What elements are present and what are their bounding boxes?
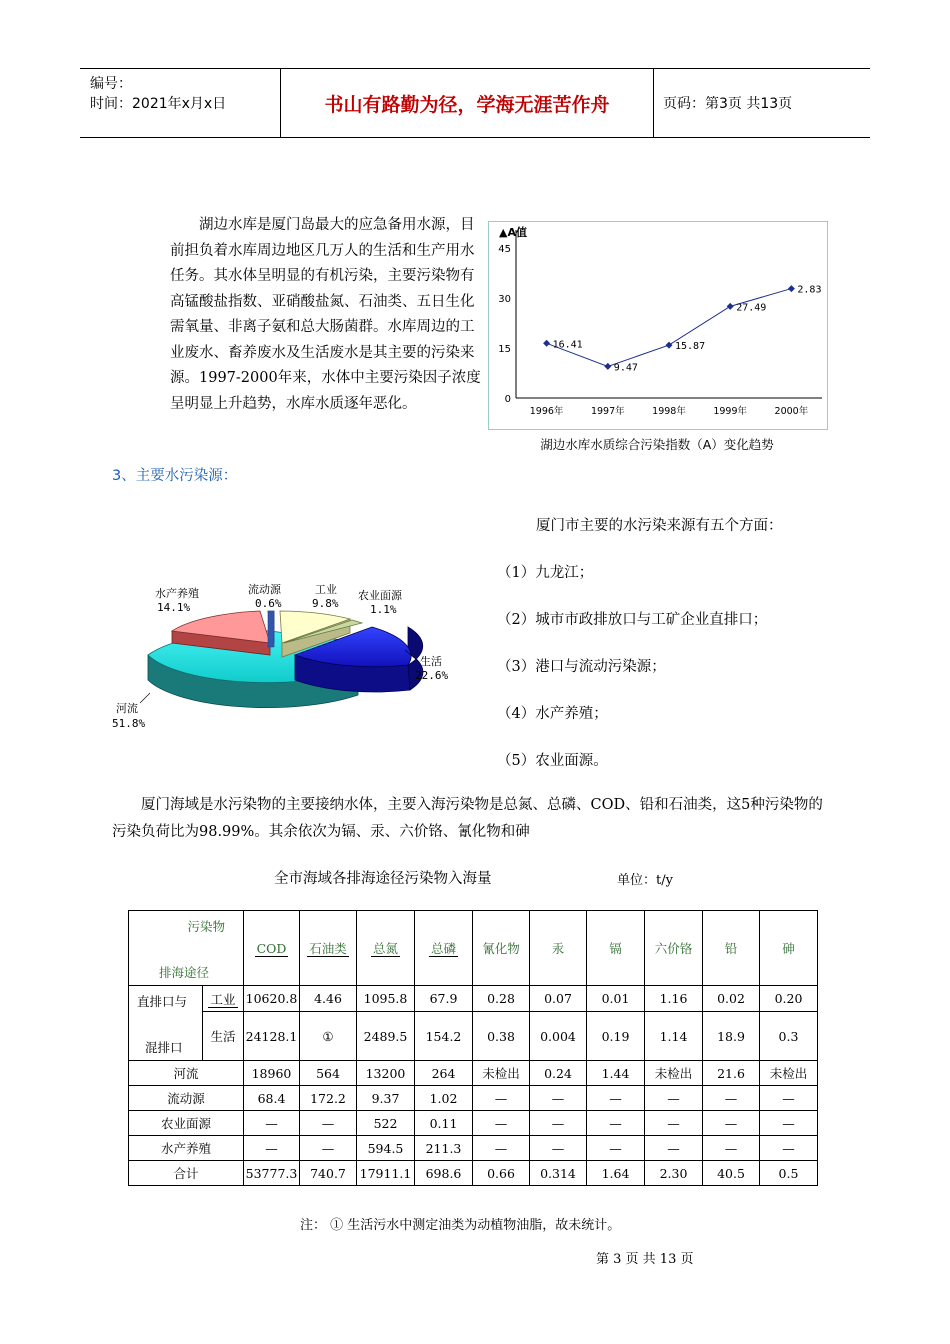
- corner-bottom: 排海途径: [159, 965, 210, 980]
- table-row: [129, 1111, 818, 1136]
- source-item-4: （4）水产养殖；: [497, 706, 608, 722]
- table-cell: 21.6: [703, 1061, 760, 1086]
- table-cell: —: [645, 1111, 703, 1136]
- x-tick-label: 2000年: [774, 406, 809, 417]
- table-cell: 1.02: [415, 1086, 473, 1111]
- line-chart-ylabel: ▲A值: [499, 226, 527, 239]
- col-header: [357, 911, 415, 986]
- table-cell: 9.37: [357, 1086, 415, 1111]
- table-cell: —: [530, 1111, 587, 1136]
- table-title: 全市海域各排海途径污染物入海量: [274, 871, 492, 887]
- section-title: 3、主要水污染源：: [112, 468, 238, 484]
- table-cell: —: [587, 1086, 645, 1111]
- line-chart: [488, 221, 828, 430]
- table-cell: —: [530, 1086, 587, 1111]
- table-cell: —: [244, 1136, 300, 1161]
- y-ticks: [498, 244, 511, 405]
- data-label: 16.41: [552, 339, 583, 351]
- x-tick-label: 1998年: [652, 406, 686, 417]
- time-label: 时间：2021年x月x日: [90, 96, 227, 112]
- table-cell: 18.9: [703, 1012, 760, 1061]
- number-label: 编号：: [90, 76, 132, 92]
- group-bottom: 混排口: [145, 1040, 183, 1055]
- table-cell: —: [760, 1111, 818, 1136]
- table-cell: 4.46: [300, 986, 357, 1012]
- table-cell: 未检出: [645, 1061, 703, 1086]
- row-label: 农业面源: [129, 1111, 244, 1136]
- table-cell: —: [300, 1111, 357, 1136]
- x-ticks: [530, 405, 809, 417]
- table-cell: 0.07: [530, 986, 587, 1012]
- sources-intro: 厦门市主要的水污染来源有五个方面：: [536, 518, 783, 534]
- col-header: 汞: [530, 911, 587, 986]
- table-cell: 522: [357, 1111, 415, 1136]
- table-cell: —: [703, 1086, 760, 1111]
- corner-top: 污染物: [187, 919, 225, 934]
- table-cell: 1.14: [645, 1012, 703, 1061]
- table-unit: 单位：t/y: [617, 873, 673, 888]
- pie-pct-domestic: 22.6%: [415, 669, 449, 682]
- y-tick-label: 0: [504, 394, 511, 405]
- pie-label-river: 河流: [116, 702, 138, 715]
- table-cell: —: [760, 1086, 818, 1111]
- col-header: 镉: [587, 911, 645, 986]
- table-cell: 17911.1: [357, 1161, 415, 1186]
- table-cell: 0.28: [473, 986, 530, 1012]
- pie-chart: [100, 575, 480, 740]
- pie-label-industry: 工业: [315, 583, 337, 596]
- table-cell: 67.9: [415, 986, 473, 1012]
- table-cell: —: [473, 1136, 530, 1161]
- table-cell: 40.5: [703, 1161, 760, 1186]
- table-cell: 264: [415, 1061, 473, 1086]
- table-cell: 0.66: [473, 1161, 530, 1186]
- series-line: [547, 289, 792, 367]
- row-label: 水产养殖: [129, 1136, 244, 1161]
- table-row: [129, 1086, 818, 1111]
- table-cell: 2489.5: [357, 1012, 415, 1061]
- pie-pct-aquaculture: 14.1%: [157, 601, 191, 614]
- data-point: [543, 340, 550, 347]
- row-label: 生活: [203, 1012, 244, 1061]
- table-row: [129, 1136, 818, 1161]
- col-header-text: 总磷: [430, 941, 456, 956]
- col-header-text: COD: [256, 940, 287, 956]
- pie-label-domestic: 生活: [420, 655, 442, 668]
- x-tick-label: 1997年: [590, 406, 625, 417]
- table-cell: 564: [300, 1061, 357, 1086]
- col-header-text: 石油类: [309, 941, 347, 956]
- pie-label-agriculture: 农业面源: [358, 589, 402, 602]
- col-header-text: 总氮: [372, 941, 398, 956]
- table-cell: —: [300, 1136, 357, 1161]
- data-point: [666, 342, 673, 349]
- pie-label-aquaculture: 水产养殖: [155, 587, 199, 600]
- data-label: 9.47: [613, 362, 638, 374]
- y-tick-label: 30: [498, 294, 511, 305]
- pie-label-mobile: 流动源: [248, 583, 281, 596]
- x-tick-label: 1999年: [713, 406, 748, 417]
- data-point: [788, 285, 795, 292]
- table-cell: 0.5: [760, 1161, 818, 1186]
- row-label: 合计: [129, 1161, 244, 1186]
- table-row: [129, 1061, 818, 1086]
- table-cell: 0.004: [530, 1012, 587, 1061]
- table-cell: 0.314: [530, 1161, 587, 1186]
- table-cell: —: [587, 1111, 645, 1136]
- data-point: [604, 363, 611, 370]
- col-header: 氰化物: [473, 911, 530, 986]
- pie-pct-agriculture: 1.1%: [370, 603, 397, 616]
- table-cell: —: [645, 1086, 703, 1111]
- col-header: 铅: [703, 911, 760, 986]
- row-label: 河流: [129, 1061, 244, 1086]
- table-cell: —: [473, 1086, 530, 1111]
- data-point: [727, 303, 734, 310]
- table-cell: —: [530, 1136, 587, 1161]
- pie-pct-river: 51.8%: [112, 717, 146, 730]
- col-header: [244, 911, 300, 986]
- row-label: [203, 986, 244, 1012]
- pie-pct-industry: 9.8%: [312, 597, 339, 610]
- table-cell: 154.2: [415, 1012, 473, 1061]
- sea-paragraph-text: 厦门海域是水污染物的主要接纳水体，主要入海污染物是总氮、总磷、COD、铅和石油类，这5种污染物的污染负荷比为98.99%。其余依次为镉、汞、六价铬、氰化物和砷: [112, 797, 823, 840]
- col-header: 砷: [760, 911, 818, 986]
- row-label-text: 工业: [210, 991, 236, 1007]
- table-cell: 698.6: [415, 1161, 473, 1186]
- table-cell: 211.3: [415, 1136, 473, 1161]
- col-header: 六价铬: [645, 911, 703, 986]
- group-top: 直排口与: [137, 994, 188, 1009]
- table-cell: —: [703, 1111, 760, 1136]
- table-cell: —: [703, 1136, 760, 1161]
- header-meta: [80, 69, 281, 137]
- table-cell: 0.20: [760, 986, 818, 1012]
- table-row: [129, 1012, 818, 1061]
- col-header: [415, 911, 473, 986]
- group-cell: [129, 986, 203, 1061]
- table-cell: 0.02: [703, 986, 760, 1012]
- table-cell: 10620.8: [244, 986, 300, 1012]
- table-cell: —: [587, 1136, 645, 1161]
- table-cell: 0.01: [587, 986, 645, 1012]
- source-item-2: （2）城市市政排放口与工矿企业直排口；: [497, 612, 768, 628]
- table-cell: 未检出: [473, 1061, 530, 1086]
- table-cell: 0.19: [587, 1012, 645, 1061]
- col-header: [300, 911, 357, 986]
- data-label: 15.87: [675, 341, 706, 353]
- table-cell: 68.4: [244, 1086, 300, 1111]
- y-tick-label: 45: [498, 244, 511, 255]
- header-page-info: 页码：第3页 共13页: [663, 96, 793, 112]
- page-footer: 第 3 页 共 13 页: [596, 1252, 694, 1267]
- pie-pct-mobile: 0.6%: [255, 597, 282, 610]
- table-cell: 1.44: [587, 1061, 645, 1086]
- line-chart-svg: [489, 222, 827, 429]
- table-cell: 13200: [357, 1061, 415, 1086]
- y-tick-label: 15: [498, 344, 511, 355]
- intro-paragraph: 湖边水库是厦门岛最大的应急备用水源，目前担负着水库周边地区几万人的生活和生产用水任务。其水体呈明显的有机污染，主要污染物有高锰酸盐指数、亚硝酸盐氮、石油类、五日生化需氧量、非离子氨和总大肠菌群。水库周边的工业废水、畜养废水及生活废水是其主要的污染来源。1997-2000年来，水体中主要污染因子浓度呈明显上升趋势，水库水质逐年恶化。: [170, 217, 481, 412]
- table-cell: 740.7: [300, 1161, 357, 1186]
- data-label: 27.49: [736, 302, 767, 314]
- pollutant-table: [128, 910, 818, 1186]
- table-cell: 1.16: [645, 986, 703, 1012]
- x-tick-label: 1996年: [529, 406, 564, 417]
- table-cell: 0.3: [760, 1012, 818, 1061]
- table-cell: 53777.3: [244, 1161, 300, 1186]
- table-cell: ①: [300, 1012, 357, 1061]
- page-header: [80, 68, 870, 138]
- source-item-1: （1）九龙江；: [497, 565, 594, 581]
- table-row: [129, 986, 818, 1012]
- source-item-5: （5）农业面源。: [497, 753, 608, 769]
- data-label: 2.83: [797, 284, 822, 296]
- table-cell: 18960: [244, 1061, 300, 1086]
- table-cell: 0.24: [530, 1061, 587, 1086]
- table-cell: —: [244, 1111, 300, 1136]
- pie-slice-mobile-side: [268, 611, 274, 647]
- table-cell: 594.5: [357, 1136, 415, 1161]
- row-label: 流动源: [129, 1086, 244, 1111]
- table-cell: 172.2: [300, 1086, 357, 1111]
- table-note: 注： ① 生活污水中测定油类为动植物油脂，故未统计。: [300, 1218, 621, 1233]
- table-cell: 0.11: [415, 1111, 473, 1136]
- table-header-row: [129, 911, 818, 986]
- table-row-total: [129, 1161, 818, 1186]
- pie-leader-river: [140, 693, 150, 703]
- table-cell: —: [645, 1136, 703, 1161]
- table-cell: 2.30: [645, 1161, 703, 1186]
- table-cell: 1095.8: [357, 986, 415, 1012]
- table-cell: 未检出: [760, 1061, 818, 1086]
- line-chart-caption: 湖边水库水质综合污染指数（A）变化趋势: [540, 437, 774, 452]
- table-cell: 1.64: [587, 1161, 645, 1186]
- table-cell: 24128.1: [244, 1012, 300, 1061]
- table-corner: [129, 911, 244, 986]
- table-cell: —: [760, 1136, 818, 1161]
- series-points: [543, 285, 821, 374]
- table-cell: 0.38: [473, 1012, 530, 1061]
- sea-paragraph: [112, 792, 832, 846]
- header-motto: 书山有路勤为径，学海无涯苦作舟: [281, 69, 654, 137]
- source-item-3: （3）港口与流动污染源；: [497, 659, 666, 675]
- table-cell: —: [473, 1111, 530, 1136]
